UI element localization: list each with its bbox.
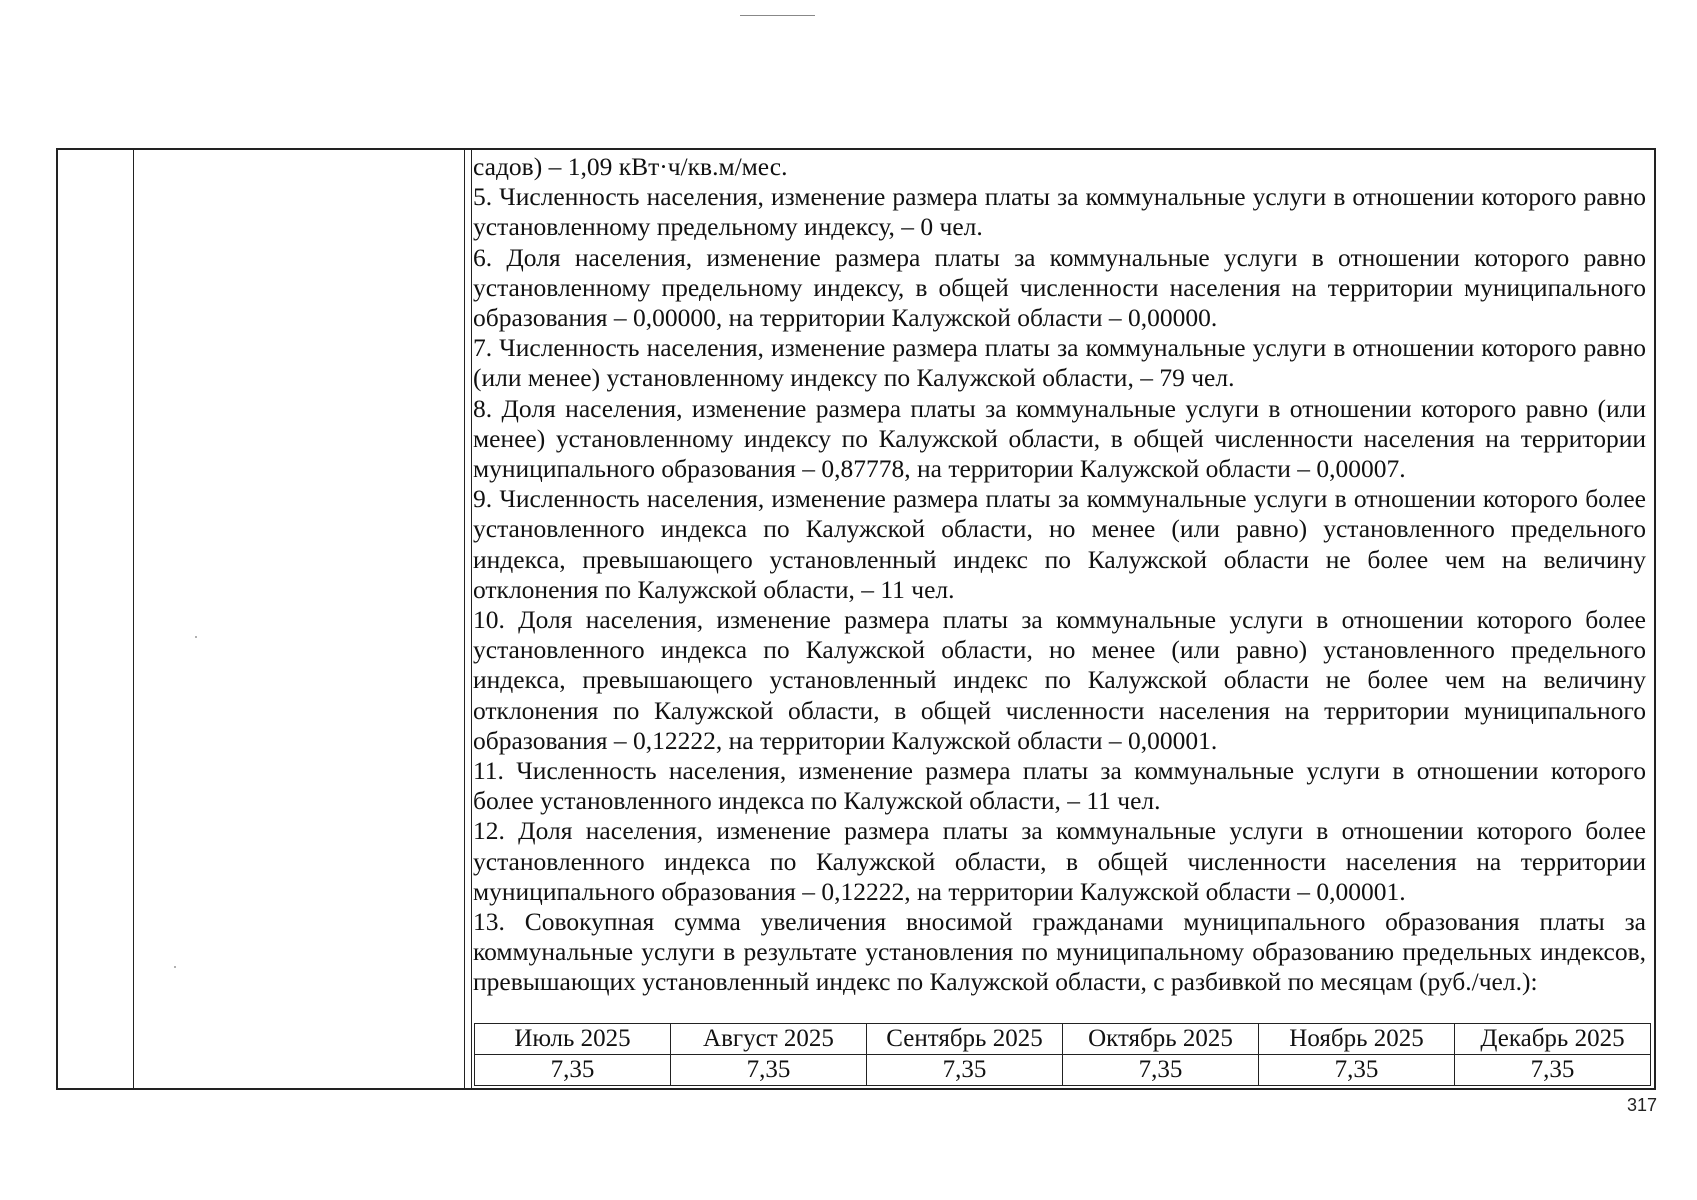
paragraph: 8. Доля населения, изменение размера платы за коммунальные услуги в отношении которого равно (или менее) установленному индексу по Калужской области, в общей численности населения на территории муниципального образования – 0,87778, на территории Калужской области – 0,00007. <box>473 393 1646 484</box>
months-value-row <box>475 1055 1651 1086</box>
page-number: 317 <box>1627 1095 1658 1115</box>
column-divider-1 <box>133 150 134 1088</box>
paragraph: 11. Численность населения, изменение размера платы за коммунальные услуги в отношении которого более установленного индекса по Калужской области, – 11 чел. <box>473 756 1646 816</box>
month-header: Август 2025 <box>671 1024 867 1055</box>
month-value: 7,35 <box>867 1055 1063 1086</box>
month-header: Декабрь 2025 <box>1455 1024 1651 1055</box>
paragraph: 10. Доля населения, изменение размера платы за коммунальные услуги в отношении которого более установленного индекса по Калужской области, но менее (или равно) установленного предельного индекса, превышающего установленный индекс по Калужской области не более чем на величину отклонения по Калужской области, в общей численности населения на территории муниципального образования – 0,12222, на территории Калужской области – 0,00001. <box>473 605 1646 755</box>
month-header: Ноябрь 2025 <box>1259 1024 1455 1055</box>
month-header: Октябрь 2025 <box>1063 1024 1259 1055</box>
month-value: 7,35 <box>671 1055 867 1086</box>
document-table <box>56 148 1656 1090</box>
months-header-row <box>475 1024 1651 1055</box>
column-divider-2 <box>464 150 465 1088</box>
month-header: Июль 2025 <box>475 1024 671 1055</box>
month-value: 7,35 <box>1455 1055 1651 1086</box>
scan-speck <box>174 966 176 968</box>
paragraph: 13. Совокупная сумма увеличения вносимой гражданами муниципального образования платы за коммунальные услуги в результате установления по муниципальному образованию предельных индексов, превышающих установленный индекс по Калужской области, с разбивкой по месяцам (руб./чел.): <box>473 907 1646 997</box>
paragraph: садов) – 1,09 кВт·ч/кв.м/мес. <box>473 152 788 181</box>
monthly-amounts-table <box>474 1023 1651 1086</box>
month-value: 7,35 <box>1259 1055 1455 1086</box>
text-cell <box>473 152 1646 998</box>
paragraph: 6. Доля населения, изменение размера платы за коммунальные услуги в отношении которого равно установленному предельному индексу, в общей численности населения на территории муниципального образования – 0,00000, на территории Калужской области – 0,00000. <box>473 242 1646 333</box>
scan-speck <box>195 636 197 638</box>
paragraph: 7. Численность населения, изменение размера платы за коммунальные услуги в отношении которого равно (или менее) установленному индексу по Калужской области, – 79 чел. <box>473 333 1646 393</box>
paragraph: 9. Численность населения, изменение размера платы за коммунальные услуги в отношении которого более установленного индекса по Калужской области, но менее (или равно) установленного предельного индекса, превышающего установленный индекс по Калужской области не более чем на величину отклонения по Калужской области, – 11 чел. <box>473 484 1646 604</box>
paragraph: 5. Численность населения, изменение размера платы за коммунальные услуги в отношении которого равно установленному предельному индексу, – 0 чел. <box>473 182 1646 242</box>
paragraph: 12. Доля населения, изменение размера платы за коммунальные услуги в отношении которого более установленного индекса по Калужской области, в общей численности населения на территории муниципального образования – 0,12222, на территории Калужской области – 0,00001. <box>473 816 1646 906</box>
top-scan-mark <box>740 15 815 17</box>
month-header: Сентябрь 2025 <box>867 1024 1063 1055</box>
month-value: 7,35 <box>475 1055 671 1086</box>
month-value: 7,35 <box>1063 1055 1259 1086</box>
column-divider-2-inner <box>471 150 472 1088</box>
